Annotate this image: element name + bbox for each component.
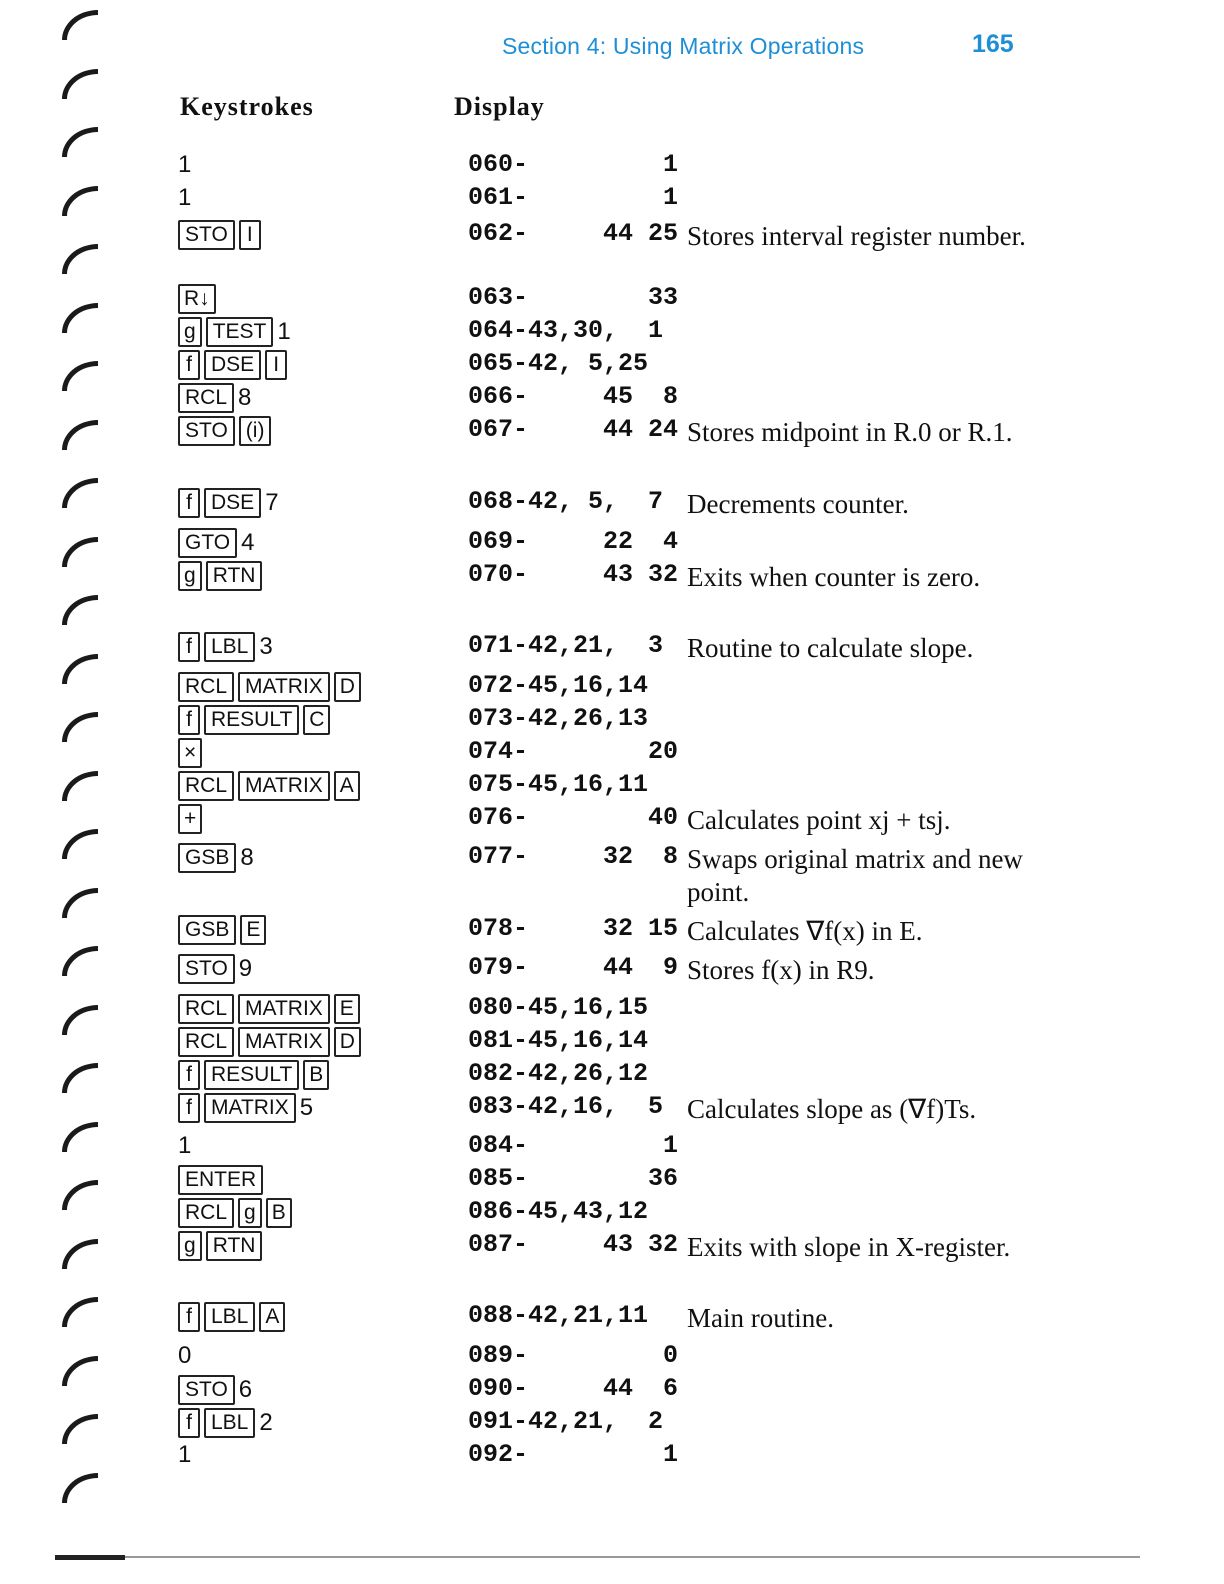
- spiral-ring: [62, 10, 98, 40]
- keystroke-sequence: [178, 843, 254, 873]
- keystroke-sequence: [178, 632, 273, 662]
- key-cap: LBL: [204, 632, 255, 662]
- spiral-ring: [62, 1473, 98, 1503]
- key-digit: 5: [299, 1094, 314, 1121]
- key-cap: STO: [178, 416, 235, 446]
- key-cap: GTO: [178, 528, 237, 558]
- spiral-ring: [62, 303, 98, 333]
- key-digit: 0: [178, 1342, 192, 1369]
- key-cap: RCL: [178, 1198, 234, 1228]
- key-cap: A: [259, 1302, 285, 1332]
- key-digit: 7: [265, 489, 279, 516]
- key-cap: f: [178, 1302, 200, 1332]
- key-cap: f: [178, 1408, 200, 1438]
- display-code: 082-42,26,12: [468, 1059, 649, 1088]
- display-code: 085- 36: [468, 1164, 679, 1193]
- key-cap: A: [334, 771, 360, 801]
- display-code: 064-43,30, 1: [468, 316, 664, 345]
- spiral-ring: [62, 127, 98, 157]
- key-cap: f: [178, 350, 200, 380]
- display-code: 081-45,16,14: [468, 1026, 649, 1055]
- key-cap: C: [303, 705, 330, 735]
- keystroke-sequence: [178, 1060, 329, 1090]
- key-digit: 3: [259, 633, 273, 660]
- display-code: 060- 1: [468, 150, 679, 179]
- key-cap: f: [178, 1060, 200, 1090]
- key-cap: f: [178, 632, 200, 662]
- key-cap: STO: [178, 220, 235, 250]
- key-digit: 1: [178, 184, 192, 211]
- spiral-ring: [62, 1180, 98, 1210]
- key-cap: RCL: [178, 994, 234, 1024]
- display-code: 074- 20: [468, 737, 679, 766]
- spiral-ring: [62, 946, 98, 976]
- key-cap: f: [178, 488, 200, 518]
- step-comment: Calculates slope as (∇f)Ts.: [687, 1094, 977, 1124]
- key-cap: RCL: [178, 672, 234, 702]
- step-comment: Stores midpoint in R.0 or R.1.: [687, 417, 1013, 447]
- key-cap: g: [178, 561, 202, 591]
- keystroke-sequence: [178, 1342, 191, 1370]
- step-comment: Stores f(x) in R9.: [687, 955, 875, 985]
- keystroke-sequence: [178, 284, 216, 314]
- step-comment: Stores interval register number.: [687, 221, 1026, 251]
- keystroke-sequence: [178, 220, 261, 250]
- key-cap: DSE: [204, 488, 261, 518]
- spiral-ring: [62, 537, 98, 567]
- display-code: 087- 43 32: [468, 1230, 679, 1259]
- key-cap: MATRIX: [238, 994, 330, 1024]
- key-cap: B: [266, 1198, 292, 1228]
- display-code: 072-45,16,14: [468, 671, 649, 700]
- keystroke-sequence: [178, 350, 287, 380]
- key-digit: 4: [241, 529, 255, 556]
- spiral-ring: [62, 361, 98, 391]
- display-code: 075-45,16,11: [468, 770, 649, 799]
- display-code: 065-42, 5,25: [468, 349, 649, 378]
- spiral-ring: [62, 69, 98, 99]
- key-cap: STO: [178, 1375, 235, 1405]
- key-cap: g: [178, 1231, 202, 1261]
- keystroke-sequence: [178, 1165, 263, 1195]
- key-cap: E: [334, 994, 360, 1024]
- display-code: 080-45,16,15: [468, 993, 649, 1022]
- spiral-ring: [62, 1414, 98, 1444]
- keystroke-sequence: [178, 528, 254, 558]
- key-cap: I: [265, 350, 287, 380]
- key-cap: LBL: [204, 1408, 255, 1438]
- key-cap: STO: [178, 954, 235, 984]
- keystroke-sequence: [178, 383, 251, 413]
- key-digit: 1: [277, 318, 291, 345]
- key-cap: R↓: [178, 284, 216, 314]
- key-cap: B: [303, 1060, 329, 1090]
- key-cap: GSB: [178, 843, 236, 873]
- spiral-ring: [62, 244, 98, 274]
- display-code: 076- 40: [468, 803, 679, 832]
- key-cap: +: [178, 804, 202, 834]
- key-cap: MATRIX: [238, 672, 330, 702]
- display-code: 092- 1: [468, 1440, 679, 1469]
- key-cap: f: [178, 1093, 200, 1123]
- section-title: Section 4: Using Matrix Operations: [502, 33, 865, 59]
- spiral-ring: [62, 1297, 98, 1327]
- display-code: 079- 44 9: [468, 953, 679, 982]
- key-cap: E: [240, 915, 266, 945]
- key-cap: RESULT: [204, 705, 299, 735]
- key-cap: RCL: [178, 1027, 234, 1057]
- step-comment: Swaps original matrix and new point.: [687, 844, 1023, 907]
- key-cap: D: [334, 1027, 361, 1057]
- key-cap: DSE: [204, 350, 261, 380]
- keystroke-sequence: [178, 771, 360, 801]
- spiral-ring: [62, 1063, 98, 1093]
- keystroke-sequence: [178, 1132, 191, 1160]
- spiral-ring: [62, 1005, 98, 1035]
- spiral-ring: [62, 1239, 98, 1269]
- display-code: 061- 1: [468, 183, 679, 212]
- keystroke-sequence: [178, 954, 252, 984]
- spiral-ring: [62, 1356, 98, 1386]
- keystroke-sequence: [178, 705, 330, 735]
- key-digit: 2: [259, 1409, 273, 1436]
- spiral-ring: [62, 1122, 98, 1152]
- key-cap: g: [178, 317, 202, 347]
- key-digit: 8: [240, 844, 254, 871]
- key-cap: TEST: [206, 317, 274, 347]
- keystroke-sequence: [178, 1027, 361, 1057]
- keystrokes-column-header: Keystrokes: [180, 92, 314, 121]
- keystroke-sequence: [178, 804, 202, 834]
- key-digit: 1: [178, 1132, 192, 1159]
- keystroke-sequence: [178, 1375, 252, 1405]
- key-digit: 6: [238, 1376, 253, 1403]
- step-comment: Main routine.: [687, 1303, 834, 1333]
- keystroke-sequence: [178, 1231, 262, 1261]
- spiral-ring: [62, 478, 98, 508]
- display-code: 090- 44 6: [468, 1374, 679, 1403]
- key-cap: RCL: [178, 383, 234, 413]
- key-digit: 1: [178, 151, 192, 178]
- key-cap: f: [178, 705, 200, 735]
- keystroke-sequence: [178, 151, 191, 179]
- display-code: 077- 32 8: [468, 842, 679, 871]
- display-code: 071-42,21, 3: [468, 631, 664, 660]
- key-cap: D: [334, 672, 361, 702]
- key-digit: 1: [178, 1441, 192, 1468]
- spiral-ring: [62, 420, 98, 450]
- display-code: 088-42,21,11: [468, 1301, 649, 1330]
- key-digit: 8: [238, 384, 252, 411]
- keystroke-sequence: [178, 1441, 191, 1469]
- spiral-ring: [62, 595, 98, 625]
- keystroke-sequence: [178, 915, 266, 945]
- key-digit: 9: [238, 955, 253, 982]
- spiral-ring: [62, 888, 98, 918]
- key-cap: GSB: [178, 915, 236, 945]
- display-code: 062- 44 25: [468, 219, 679, 248]
- keystroke-sequence: [178, 184, 191, 212]
- display-code: 086-45,43,12: [468, 1197, 649, 1226]
- display-code: 084- 1: [468, 1131, 679, 1160]
- key-cap: I: [239, 220, 261, 250]
- spiral-binding: [62, 0, 122, 1584]
- display-code: 069- 22 4: [468, 527, 679, 556]
- keystroke-sequence: [178, 1093, 313, 1123]
- key-cap: (i): [239, 416, 272, 446]
- key-cap: MATRIX: [204, 1093, 296, 1123]
- keystroke-sequence: [178, 738, 202, 768]
- step-comment: Decrements counter.: [687, 489, 909, 519]
- spiral-ring: [62, 829, 98, 859]
- display-code: 066- 45 8: [468, 382, 679, 411]
- key-cap: LBL: [204, 1302, 255, 1332]
- keystroke-sequence: [178, 1408, 273, 1438]
- display-code: 068-42, 5, 7: [468, 487, 664, 516]
- step-comment: Calculates ∇f(x) in E.: [687, 916, 923, 946]
- step-comment: Routine to calculate slope.: [687, 633, 974, 663]
- key-cap: ×: [178, 738, 202, 768]
- key-cap: MATRIX: [238, 1027, 330, 1057]
- display-code: 083-42,16, 5: [468, 1092, 664, 1121]
- spiral-ring: [62, 654, 98, 684]
- page-number: 165: [972, 30, 1014, 58]
- step-comment: Exits with slope in X-register.: [687, 1232, 1011, 1262]
- spiral-ring: [62, 712, 98, 742]
- key-cap: ENTER: [178, 1165, 263, 1195]
- key-cap: RTN: [206, 1231, 263, 1261]
- keystroke-sequence: [178, 561, 262, 591]
- keystroke-sequence: [178, 1302, 285, 1332]
- keystroke-sequence: [178, 1198, 292, 1228]
- keystroke-sequence: [178, 416, 271, 446]
- display-code: 078- 32 15: [468, 914, 679, 943]
- step-comment: Calculates point xj + tsj.: [687, 805, 951, 835]
- keystroke-sequence: [178, 317, 291, 347]
- bottom-rule: [55, 1556, 1140, 1558]
- bottom-rule-accent: [55, 1555, 125, 1560]
- display-code: 063- 33: [468, 283, 679, 312]
- key-cap: MATRIX: [238, 771, 330, 801]
- spiral-ring: [62, 771, 98, 801]
- step-comment: Exits when counter is zero.: [687, 562, 981, 592]
- display-code: 067- 44 24: [468, 415, 679, 444]
- display-code: 073-42,26,13: [468, 704, 649, 733]
- keystroke-sequence: [178, 672, 361, 702]
- key-cap: RTN: [206, 561, 263, 591]
- display-code: 070- 43 32: [468, 560, 679, 589]
- display-code: 089- 0: [468, 1341, 679, 1370]
- key-cap: RCL: [178, 771, 234, 801]
- keystroke-sequence: [178, 488, 279, 518]
- keystroke-sequence: [178, 994, 360, 1024]
- display-code: 091-42,21, 2: [468, 1407, 664, 1436]
- display-column-header: Display: [454, 92, 545, 121]
- key-cap: g: [238, 1198, 262, 1228]
- spiral-ring: [62, 186, 98, 216]
- key-cap: RESULT: [204, 1060, 299, 1090]
